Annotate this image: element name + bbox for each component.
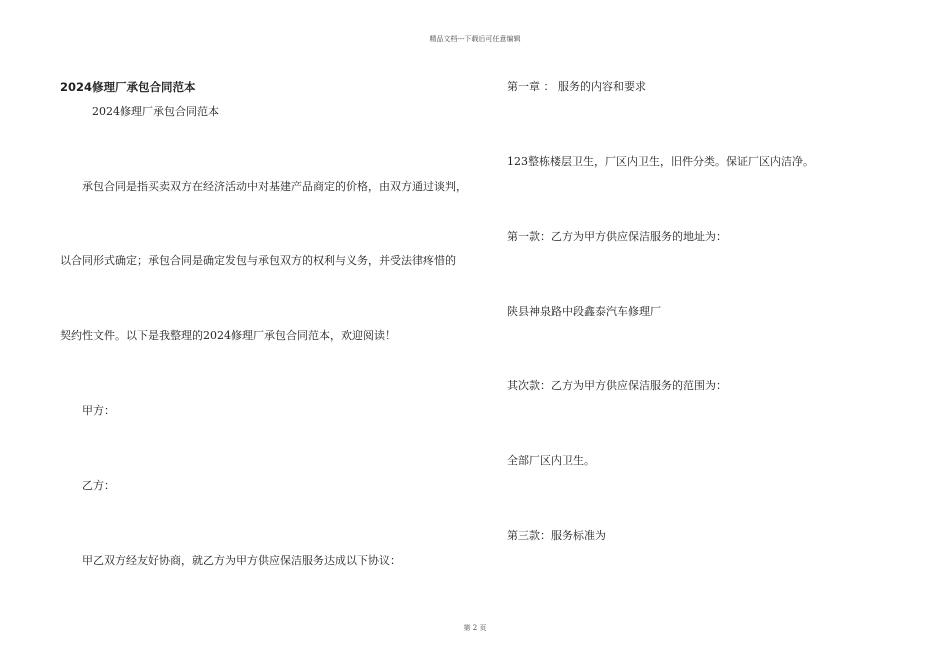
service-scope: 全部厂区内卫生。 xyxy=(507,454,595,467)
document-title: 2024修理厂承包合同范本 xyxy=(60,80,196,94)
party-b-label: 乙方： xyxy=(82,479,115,492)
chapter-1-heading: 第一章 ： 服务的内容和要求 xyxy=(507,80,646,93)
intro-line-2: 以合同形式确定；承包合同是确定发包与承包双方的权利与义务，并受法律疼惜的 xyxy=(60,254,456,267)
document-subtitle: 2024修理厂承包合同范本 xyxy=(92,105,219,118)
intro-line-1: 承包合同是指买卖双方在经济活动中对基建产品商定的价格，由双方通过谈判， xyxy=(82,180,467,193)
agreement-intro: 甲乙双方经友好协商，就乙方为甲方供应保洁服务达成以下协议： xyxy=(82,554,401,567)
page-footer: 第 2 页 xyxy=(463,624,487,632)
clause-1: 第一款：乙方为甲方供应保洁服务的地址为： xyxy=(507,230,727,243)
page-header: 精品文档---下载后可任意编辑 xyxy=(429,35,521,43)
service-address: 陕县神泉路中段鑫泰汽车修理厂 xyxy=(507,305,661,318)
intro-line-3: 契约性文件。以下是我整理的2024修理厂承包合同范本，欢迎阅读！ xyxy=(60,329,396,342)
party-a-label: 甲方： xyxy=(82,404,115,417)
service-content: 123整栋楼层卫生，厂区内卫生，旧件分类。保证厂区内洁净。 xyxy=(507,155,814,168)
clause-3: 第三款：服务标准为 xyxy=(507,529,606,542)
clause-2: 其次款：乙方为甲方供应保洁服务的范围为： xyxy=(507,379,727,392)
